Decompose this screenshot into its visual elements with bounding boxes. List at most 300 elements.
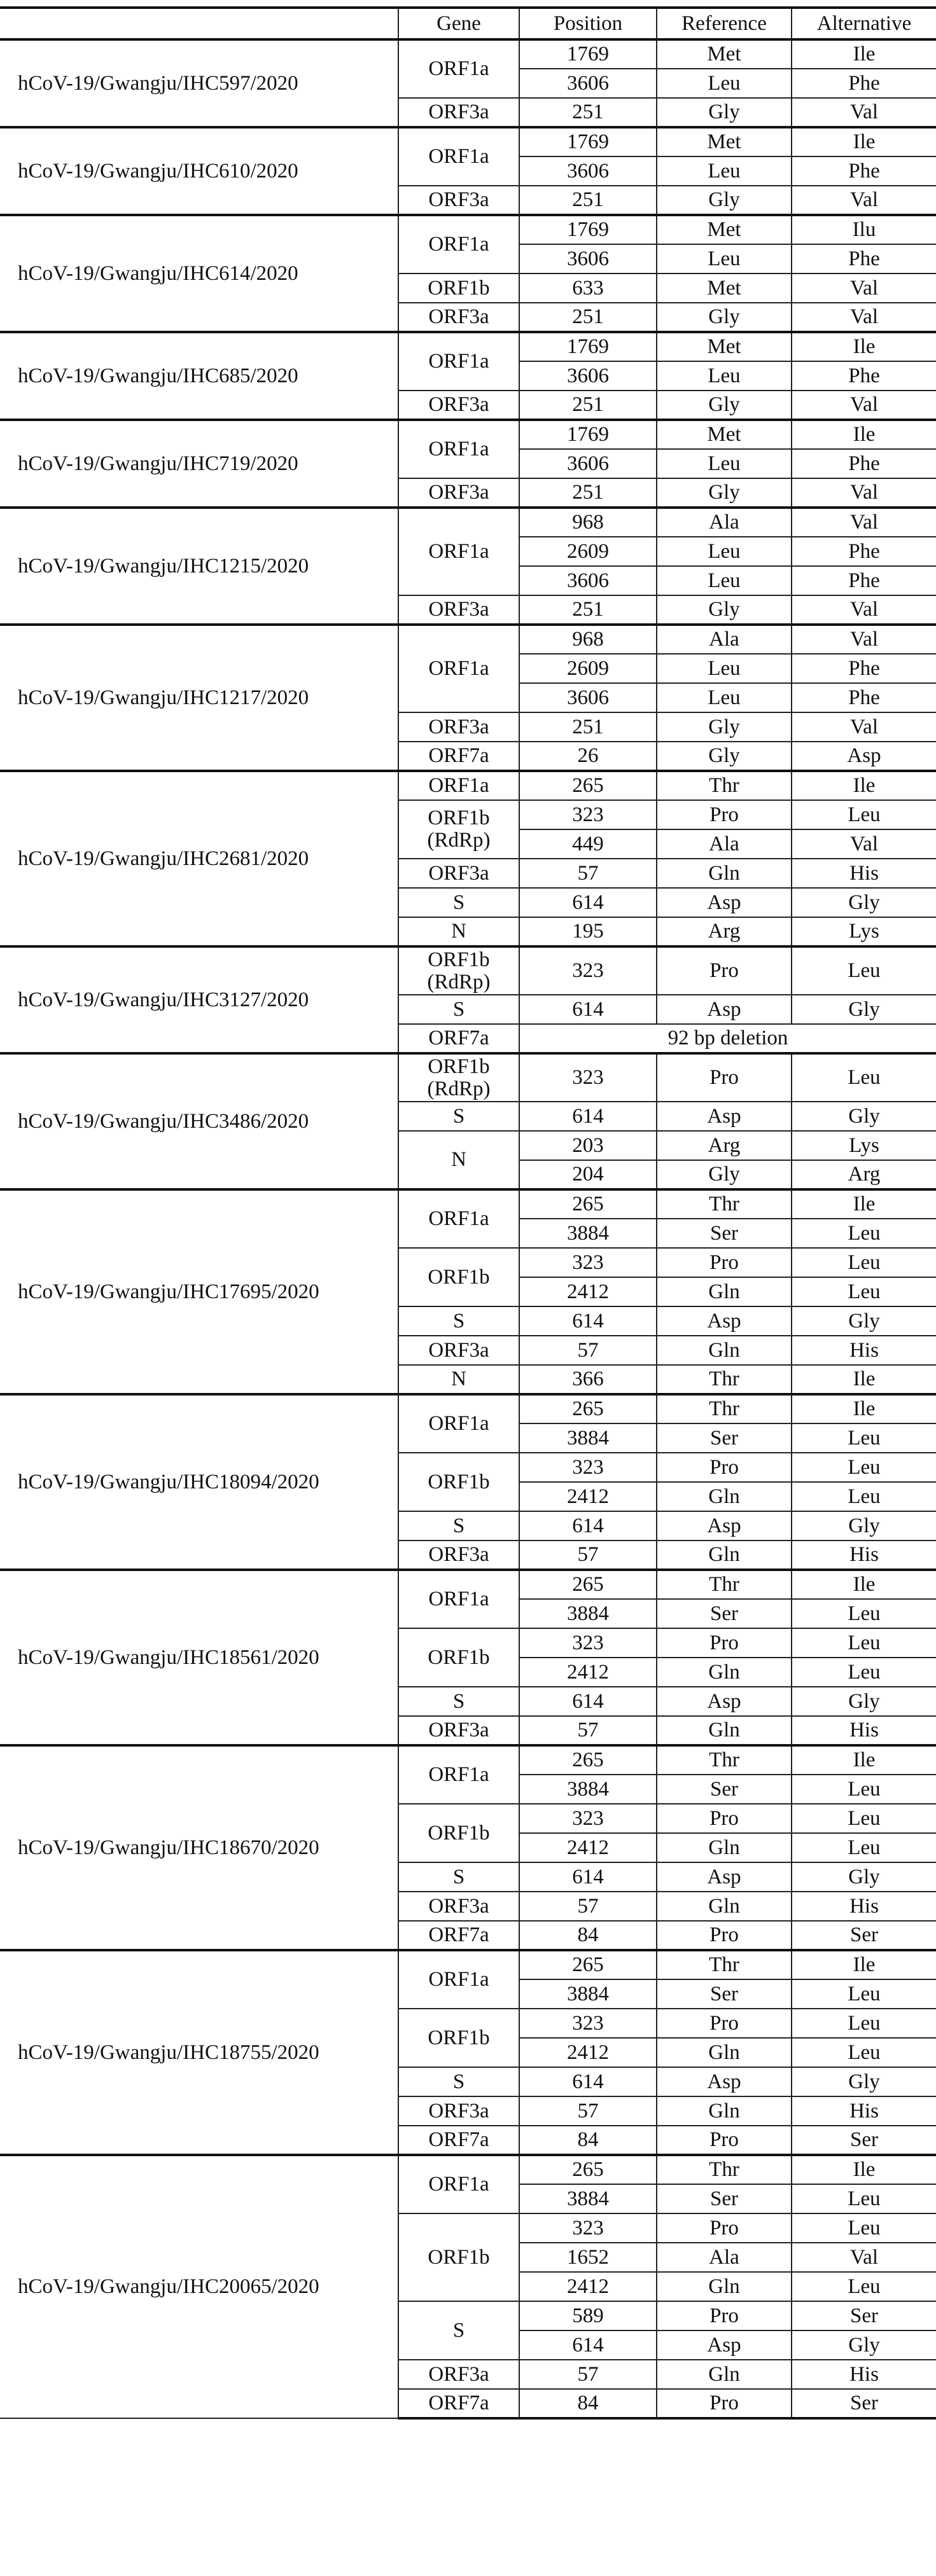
alternative-residue: Val xyxy=(792,625,936,654)
position-value: 323 xyxy=(519,946,657,995)
reference-residue: Gly xyxy=(657,303,792,332)
alternative-residue: Lys xyxy=(792,917,936,946)
alternative-residue: Val xyxy=(792,478,936,508)
sample-name: hCoV-19/Gwangju/IHC20065/2020 xyxy=(0,2155,398,2418)
reference-residue: Gly xyxy=(657,186,792,215)
reference-residue: Asp xyxy=(657,1306,792,1336)
reference-residue: Gly xyxy=(657,1160,792,1189)
gene-name: ORF7a xyxy=(398,2389,519,2418)
reference-residue: Ser xyxy=(657,1423,792,1453)
reference-residue: Gln xyxy=(657,1658,792,1687)
reference-residue: Gln xyxy=(657,1336,792,1365)
reference-residue: Asp xyxy=(657,1862,792,1892)
reference-residue: Pro xyxy=(657,2009,792,2038)
position-value: 968 xyxy=(519,625,657,654)
reference-residue: Arg xyxy=(657,917,792,946)
position-value: 614 xyxy=(519,995,657,1024)
position-value: 26 xyxy=(519,742,657,771)
reference-residue: Gln xyxy=(657,2360,792,2389)
reference-residue: Ala xyxy=(657,2243,792,2272)
reference-residue: Pro xyxy=(657,2301,792,2330)
alternative-residue: Leu xyxy=(792,1833,936,1862)
alternative-residue: Leu xyxy=(792,1628,936,1658)
reference-residue: Gln xyxy=(657,859,792,888)
position-value: 323 xyxy=(519,1628,657,1658)
alternative-residue: Phe xyxy=(792,537,936,566)
alternative-residue: Phe xyxy=(792,566,936,595)
header-position: Position xyxy=(519,8,657,39)
reference-residue: Gln xyxy=(657,1482,792,1511)
reference-residue: Asp xyxy=(657,2330,792,2360)
position-value: 323 xyxy=(519,1804,657,1833)
position-value: 614 xyxy=(519,2067,657,2096)
position-value: 323 xyxy=(519,1248,657,1277)
gene-name: S xyxy=(398,2067,519,2096)
position-value: 203 xyxy=(519,1131,657,1160)
position-value: 57 xyxy=(519,859,657,888)
sample-name: hCoV-19/Gwangju/IHC18670/2020 xyxy=(0,1745,398,1950)
table-row xyxy=(0,1950,936,1979)
reference-residue: Arg xyxy=(657,1131,792,1160)
position-value: 589 xyxy=(519,2301,657,2330)
gene-name: ORF1a xyxy=(398,771,519,800)
gene-name: ORF1b xyxy=(398,1628,519,1687)
alternative-residue: His xyxy=(792,1541,936,1570)
alternative-residue: Leu xyxy=(792,2184,936,2213)
position-value: 614 xyxy=(519,1862,657,1892)
gene-name: ORF1b xyxy=(398,1804,519,1862)
reference-residue: Ser xyxy=(657,1219,792,1248)
position-value: 1652 xyxy=(519,2243,657,2272)
sample-name: hCoV-19/Gwangju/IHC614/2020 xyxy=(0,215,398,332)
reference-residue: Pro xyxy=(657,2126,792,2155)
gene-name: ORF1a xyxy=(398,215,519,274)
gene-name: ORF1a xyxy=(398,2155,519,2213)
alternative-residue: Asp xyxy=(792,742,936,771)
gene-name: ORF7a xyxy=(398,742,519,771)
sample-name: hCoV-19/Gwangju/IHC2681/2020 xyxy=(0,771,398,946)
alternative-residue: Ser xyxy=(792,1921,936,1950)
gene-name: S xyxy=(398,888,519,917)
alternative-residue: Ser xyxy=(792,2126,936,2155)
alternative-residue: Val xyxy=(792,2243,936,2272)
position-value: 3606 xyxy=(519,156,657,186)
position-value: 265 xyxy=(519,1189,657,1219)
position-value: 57 xyxy=(519,2360,657,2389)
sample-name: hCoV-19/Gwangju/IHC18561/2020 xyxy=(0,1570,398,1745)
position-value: 1769 xyxy=(519,332,657,361)
position-value: 251 xyxy=(519,712,657,742)
deletion-note: 92 bp deletion xyxy=(519,1024,936,1053)
reference-residue: Leu xyxy=(657,566,792,595)
gene-name: ORF3a xyxy=(398,1541,519,1570)
position-value: 2609 xyxy=(519,537,657,566)
table-row xyxy=(0,332,936,361)
reference-residue: Pro xyxy=(657,1453,792,1482)
table-row xyxy=(0,420,936,449)
gene-name: ORF1a xyxy=(398,39,519,98)
position-value: 57 xyxy=(519,1892,657,1921)
gene-name: ORF3a xyxy=(398,2360,519,2389)
position-value: 3884 xyxy=(519,1219,657,1248)
gene-name: ORF3a xyxy=(398,1336,519,1365)
reference-residue: Thr xyxy=(657,771,792,800)
alternative-residue: Ser xyxy=(792,2301,936,2330)
gene-name: S xyxy=(398,995,519,1024)
table-row xyxy=(0,1570,936,1599)
gene-name: ORF3a xyxy=(398,98,519,127)
reference-residue: Gly xyxy=(657,98,792,127)
position-value: 195 xyxy=(519,917,657,946)
alternative-residue: His xyxy=(792,2360,936,2389)
mutation-table-container xyxy=(0,6,936,2420)
gene-name: ORF1a xyxy=(398,1189,519,1248)
alternative-residue: Leu xyxy=(792,1453,936,1482)
sample-name: hCoV-19/Gwangju/IHC1215/2020 xyxy=(0,508,398,625)
gene-name: ORF1b xyxy=(398,2009,519,2067)
gene-name: ORF3a xyxy=(398,186,519,215)
reference-residue: Asp xyxy=(657,995,792,1024)
reference-residue: Met xyxy=(657,215,792,244)
gene-name: ORF1b (RdRp) xyxy=(398,946,519,995)
gene-name: ORF3a xyxy=(398,1892,519,1921)
position-value: 2412 xyxy=(519,2272,657,2301)
gene-name: N xyxy=(398,1365,519,1394)
sample-name: hCoV-19/Gwangju/IHC1217/2020 xyxy=(0,625,398,771)
reference-residue: Leu xyxy=(657,156,792,186)
reference-residue: Gly xyxy=(657,742,792,771)
alternative-residue: Ile xyxy=(792,127,936,156)
position-value: 1769 xyxy=(519,127,657,156)
gene-name: S xyxy=(398,1511,519,1541)
alternative-residue: Ile xyxy=(792,1745,936,1775)
alternative-residue: His xyxy=(792,1336,936,1365)
position-value: 323 xyxy=(519,800,657,829)
reference-residue: Gln xyxy=(657,2096,792,2126)
table-row xyxy=(0,2155,936,2184)
header-alternative: Alternative xyxy=(792,8,936,39)
gene-name: ORF1b xyxy=(398,1248,519,1306)
alternative-residue: Ile xyxy=(792,1570,936,1599)
reference-residue: Ser xyxy=(657,2184,792,2213)
reference-residue: Gly xyxy=(657,391,792,420)
reference-residue: Leu xyxy=(657,361,792,391)
position-value: 251 xyxy=(519,595,657,625)
position-value: 57 xyxy=(519,1716,657,1745)
position-value: 614 xyxy=(519,2330,657,2360)
gene-name: N xyxy=(398,917,519,946)
reference-residue: Thr xyxy=(657,1570,792,1599)
header-reference: Reference xyxy=(657,8,792,39)
position-value: 2412 xyxy=(519,2038,657,2067)
reference-residue: Thr xyxy=(657,1394,792,1423)
alternative-residue: Leu xyxy=(792,2213,936,2243)
alternative-residue: Leu xyxy=(792,800,936,829)
reference-residue: Pro xyxy=(657,2213,792,2243)
alternative-residue: Val xyxy=(792,391,936,420)
reference-residue: Pro xyxy=(657,2389,792,2418)
sample-name: hCoV-19/Gwangju/IHC3127/2020 xyxy=(0,946,398,1053)
sample-name: hCoV-19/Gwangju/IHC597/2020 xyxy=(0,39,398,127)
reference-residue: Met xyxy=(657,127,792,156)
position-value: 2412 xyxy=(519,1833,657,1862)
reference-residue: Gln xyxy=(657,2038,792,2067)
gene-name: ORF1b (RdRp) xyxy=(398,1053,519,1102)
gene-name: ORF3a xyxy=(398,478,519,508)
position-value: 251 xyxy=(519,186,657,215)
reference-residue: Gly xyxy=(657,478,792,508)
alternative-residue: Ile xyxy=(792,771,936,800)
sample-name: hCoV-19/Gwangju/IHC610/2020 xyxy=(0,127,398,215)
alternative-residue: Val xyxy=(792,98,936,127)
alternative-residue: Phe xyxy=(792,683,936,712)
position-value: 3606 xyxy=(519,69,657,98)
alternative-residue: Leu xyxy=(792,1482,936,1511)
header-row xyxy=(0,8,936,39)
alternative-residue: Val xyxy=(792,712,936,742)
alternative-residue: Phe xyxy=(792,361,936,391)
position-value: 3884 xyxy=(519,1775,657,1804)
gene-name: ORF1a xyxy=(398,127,519,186)
position-value: 265 xyxy=(519,771,657,800)
position-value: 366 xyxy=(519,1365,657,1394)
table-row xyxy=(0,39,936,69)
reference-residue: Pro xyxy=(657,946,792,995)
reference-residue: Asp xyxy=(657,2067,792,2096)
reference-residue: Leu xyxy=(657,537,792,566)
table-row xyxy=(0,508,936,537)
reference-residue: Ser xyxy=(657,1599,792,1628)
position-value: 57 xyxy=(519,2096,657,2126)
gene-name: ORF1b xyxy=(398,2213,519,2301)
position-value: 614 xyxy=(519,888,657,917)
gene-name: S xyxy=(398,1102,519,1131)
sample-name: hCoV-19/Gwangju/IHC3486/2020 xyxy=(0,1053,398,1189)
reference-residue: Thr xyxy=(657,1365,792,1394)
reference-residue: Pro xyxy=(657,1804,792,1833)
table-row xyxy=(0,215,936,244)
position-value: 2412 xyxy=(519,1482,657,1511)
mutation-table xyxy=(0,6,936,2420)
position-value: 3884 xyxy=(519,1599,657,1628)
alternative-residue: Gly xyxy=(792,2067,936,2096)
table-row xyxy=(0,1189,936,1219)
reference-residue: Pro xyxy=(657,1628,792,1658)
position-value: 1769 xyxy=(519,39,657,69)
alternative-residue: Ile xyxy=(792,39,936,69)
position-value: 251 xyxy=(519,478,657,508)
gene-name: ORF3a xyxy=(398,2096,519,2126)
sample-name: hCoV-19/Gwangju/IHC18755/2020 xyxy=(0,1950,398,2155)
reference-residue: Met xyxy=(657,274,792,303)
alternative-residue: Phe xyxy=(792,449,936,478)
reference-residue: Thr xyxy=(657,1950,792,1979)
reference-residue: Gln xyxy=(657,1892,792,1921)
alternative-residue: Leu xyxy=(792,2009,936,2038)
alternative-residue: Ser xyxy=(792,2389,936,2418)
table-body xyxy=(0,39,936,2418)
gene-name: S xyxy=(398,1306,519,1336)
table-row xyxy=(0,1394,936,1423)
gene-name: ORF7a xyxy=(398,2126,519,2155)
alternative-residue: Ile xyxy=(792,2155,936,2184)
position-value: 614 xyxy=(519,1511,657,1541)
gene-name: S xyxy=(398,1862,519,1892)
table-row xyxy=(0,771,936,800)
reference-residue: Met xyxy=(657,420,792,449)
alternative-residue: His xyxy=(792,859,936,888)
gene-name: ORF7a xyxy=(398,1921,519,1950)
reference-residue: Gln xyxy=(657,2272,792,2301)
reference-residue: Asp xyxy=(657,1511,792,1541)
header-sample xyxy=(0,8,398,39)
alternative-residue: Leu xyxy=(792,1658,936,1687)
alternative-residue: Gly xyxy=(792,1306,936,1336)
position-value: 3884 xyxy=(519,1423,657,1453)
reference-residue: Met xyxy=(657,39,792,69)
position-value: 2609 xyxy=(519,654,657,683)
alternative-residue: Phe xyxy=(792,244,936,274)
reference-residue: Ser xyxy=(657,1979,792,2009)
position-value: 968 xyxy=(519,508,657,537)
alternative-residue: Leu xyxy=(792,1248,936,1277)
reference-residue: Pro xyxy=(657,1053,792,1102)
alternative-residue: Ile xyxy=(792,332,936,361)
position-value: 57 xyxy=(519,1541,657,1570)
reference-residue: Gln xyxy=(657,1277,792,1306)
alternative-residue: Gly xyxy=(792,1511,936,1541)
table-header xyxy=(0,8,936,39)
sample-name: hCoV-19/Gwangju/IHC685/2020 xyxy=(0,332,398,420)
reference-residue: Leu xyxy=(657,654,792,683)
gene-name: ORF1a xyxy=(398,1394,519,1453)
reference-residue: Gln xyxy=(657,1833,792,1862)
gene-name: ORF3a xyxy=(398,1716,519,1745)
table-row xyxy=(0,625,936,654)
position-value: 1769 xyxy=(519,215,657,244)
table-row xyxy=(0,1745,936,1775)
alternative-residue: Ile xyxy=(792,1189,936,1219)
table-row xyxy=(0,946,936,995)
alternative-residue: Gly xyxy=(792,1102,936,1131)
gene-name: ORF7a xyxy=(398,1024,519,1053)
gene-name: ORF1a xyxy=(398,1950,519,2009)
reference-residue: Leu xyxy=(657,69,792,98)
table-row xyxy=(0,1053,936,1102)
position-value: 57 xyxy=(519,1336,657,1365)
position-value: 3606 xyxy=(519,449,657,478)
position-value: 3606 xyxy=(519,566,657,595)
alternative-residue: Val xyxy=(792,829,936,859)
reference-residue: Ala xyxy=(657,508,792,537)
alternative-residue: Arg xyxy=(792,1160,936,1189)
alternative-residue: Leu xyxy=(792,2038,936,2067)
alternative-residue: Gly xyxy=(792,995,936,1024)
position-value: 614 xyxy=(519,1687,657,1716)
alternative-residue: His xyxy=(792,2096,936,2126)
position-value: 323 xyxy=(519,2009,657,2038)
alternative-residue: Leu xyxy=(792,1804,936,1833)
alternative-residue: Gly xyxy=(792,1862,936,1892)
alternative-residue: Leu xyxy=(792,946,936,995)
alternative-residue: Leu xyxy=(792,1775,936,1804)
reference-residue: Leu xyxy=(657,449,792,478)
position-value: 2412 xyxy=(519,1277,657,1306)
position-value: 84 xyxy=(519,1921,657,1950)
gene-name: ORF3a xyxy=(398,595,519,625)
reference-residue: Thr xyxy=(657,1745,792,1775)
reference-residue: Ala xyxy=(657,829,792,859)
alternative-residue: Phe xyxy=(792,156,936,186)
gene-name: S xyxy=(398,1687,519,1716)
alternative-residue: His xyxy=(792,1892,936,1921)
alternative-residue: Val xyxy=(792,274,936,303)
alternative-residue: Val xyxy=(792,186,936,215)
sample-name: hCoV-19/Gwangju/IHC719/2020 xyxy=(0,420,398,508)
alternative-residue: Ile xyxy=(792,420,936,449)
alternative-residue: Leu xyxy=(792,1219,936,1248)
reference-residue: Asp xyxy=(657,1687,792,1716)
alternative-residue: Val xyxy=(792,508,936,537)
alternative-residue: His xyxy=(792,1716,936,1745)
gene-name: ORF1a xyxy=(398,1745,519,1804)
alternative-residue: Phe xyxy=(792,69,936,98)
alternative-residue: Leu xyxy=(792,1277,936,1306)
reference-residue: Pro xyxy=(657,800,792,829)
sample-name: hCoV-19/Gwangju/IHC18094/2020 xyxy=(0,1394,398,1570)
position-value: 3884 xyxy=(519,1979,657,2009)
position-value: 3884 xyxy=(519,2184,657,2213)
reference-residue: Pro xyxy=(657,1248,792,1277)
alternative-residue: Lys xyxy=(792,1131,936,1160)
position-value: 323 xyxy=(519,1053,657,1102)
alternative-residue: Ile xyxy=(792,1950,936,1979)
alternative-residue: Gly xyxy=(792,2330,936,2360)
reference-residue: Thr xyxy=(657,2155,792,2184)
gene-name: ORF1b xyxy=(398,1453,519,1511)
gene-name: ORF1a xyxy=(398,332,519,391)
position-value: 614 xyxy=(519,1102,657,1131)
position-value: 3606 xyxy=(519,244,657,274)
reference-residue: Ser xyxy=(657,1775,792,1804)
reference-residue: Ala xyxy=(657,625,792,654)
position-value: 265 xyxy=(519,1394,657,1423)
position-value: 3606 xyxy=(519,361,657,391)
alternative-residue: Leu xyxy=(792,1599,936,1628)
position-value: 204 xyxy=(519,1160,657,1189)
gene-name: ORF3a xyxy=(398,859,519,888)
gene-name: ORF1a xyxy=(398,1570,519,1628)
gene-name: ORF1a xyxy=(398,625,519,712)
position-value: 251 xyxy=(519,303,657,332)
alternative-residue: Val xyxy=(792,595,936,625)
reference-residue: Gly xyxy=(657,712,792,742)
gene-name: ORF1b (RdRp) xyxy=(398,800,519,859)
position-value: 84 xyxy=(519,2126,657,2155)
position-value: 265 xyxy=(519,1570,657,1599)
table-row xyxy=(0,127,936,156)
position-value: 251 xyxy=(519,391,657,420)
gene-name: ORF3a xyxy=(398,303,519,332)
gene-name: ORF3a xyxy=(398,391,519,420)
reference-residue: Gln xyxy=(657,1541,792,1570)
gene-name: S xyxy=(398,2301,519,2360)
alternative-residue: Ile xyxy=(792,1394,936,1423)
sample-name: hCoV-19/Gwangju/IHC17695/2020 xyxy=(0,1189,398,1394)
position-value: 265 xyxy=(519,2155,657,2184)
reference-residue: Gly xyxy=(657,595,792,625)
gene-name: ORF3a xyxy=(398,712,519,742)
